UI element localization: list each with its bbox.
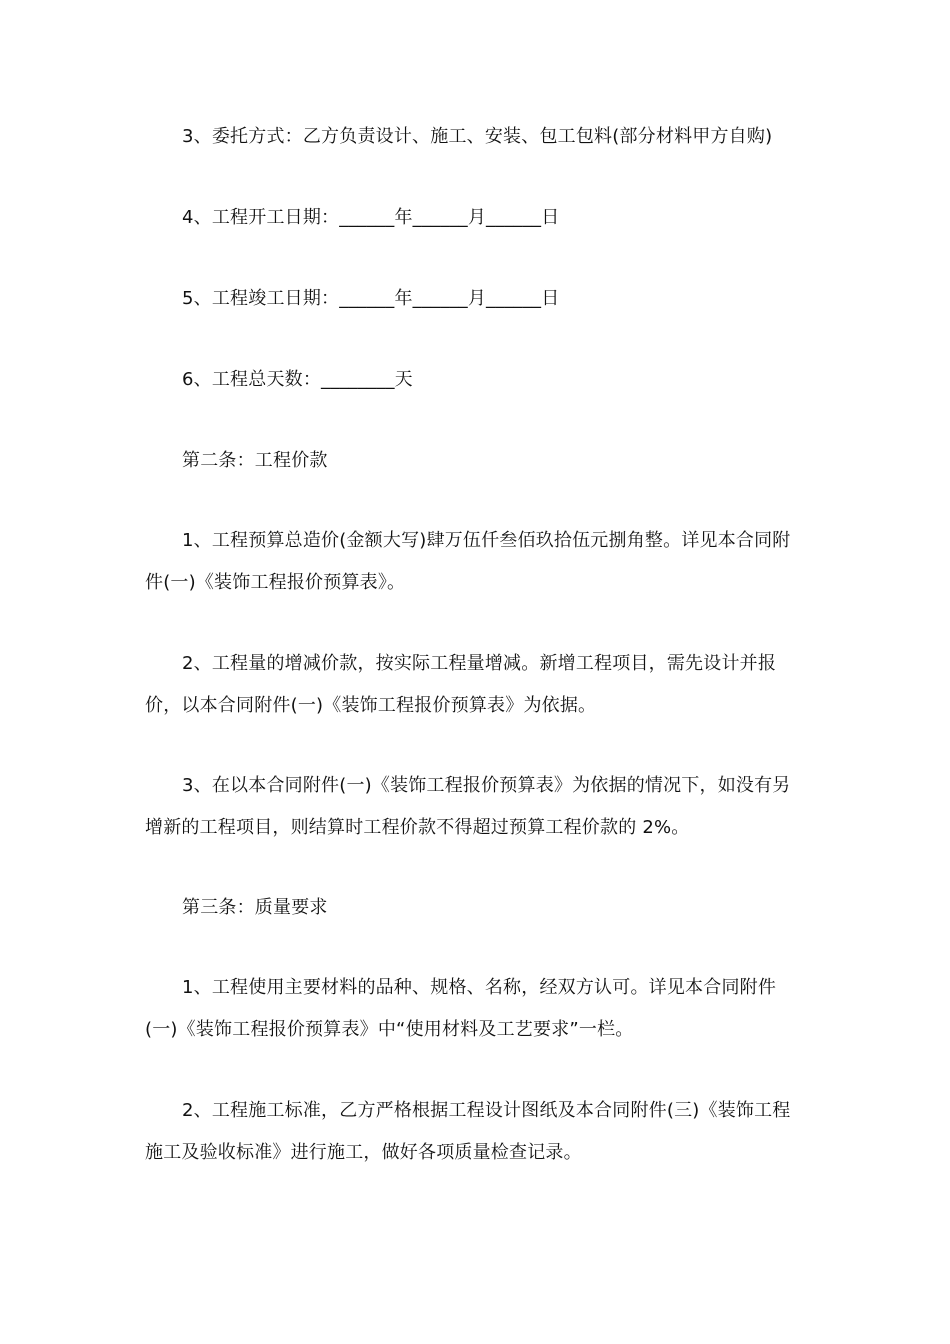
clause-construction-standard: 2、工程施工标准，乙方严格根据工程设计图纸及本合同附件(三)《装饰工程施工及验收标准》进行施工，做好各项质量检查记录。: [145, 1100, 791, 1163]
clause-quantity-change: 2、工程量的增减价款，按实际工程量增减。新增工程项目，需先设计并报价，以本合同附件(一)《装饰工程报价预算表》为依据。: [145, 653, 777, 716]
clause-materials: 1、工程使用主要材料的品种、规格、名称，经双方认可。详见本合同附件(一)《装饰工程报价预算表》中“使用材料及工艺要求”一栏。: [145, 977, 777, 1040]
clause-budget-total: 1、工程预算总造价(金额大写)肆万伍仟叁佰玖拾伍元捌角整。详见本合同附件(一)《装饰工程报价预算表》。: [145, 530, 791, 593]
clause-entrust-method: 3、委托方式：乙方负责设计、施工、安装、包工包料(部分材料甲方自购): [182, 126, 773, 147]
clause-completion-date: 5、工程竣工日期：______年______月______日: [182, 288, 560, 309]
clause-total-days: 6、工程总天数：________天: [182, 369, 413, 390]
section-heading-price: 第二条：工程价款: [182, 450, 328, 471]
clause-start-date: 4、工程开工日期：______年______月______日: [182, 207, 560, 228]
section-heading-quality: 第三条：质量要求: [182, 897, 328, 918]
clause-settlement-limit: 3、在以本合同附件(一)《装饰工程报价预算表》为依据的情况下，如没有另增新的工程项目，则结算时工程价款不得超过预算工程价款的 2%。: [145, 775, 791, 838]
